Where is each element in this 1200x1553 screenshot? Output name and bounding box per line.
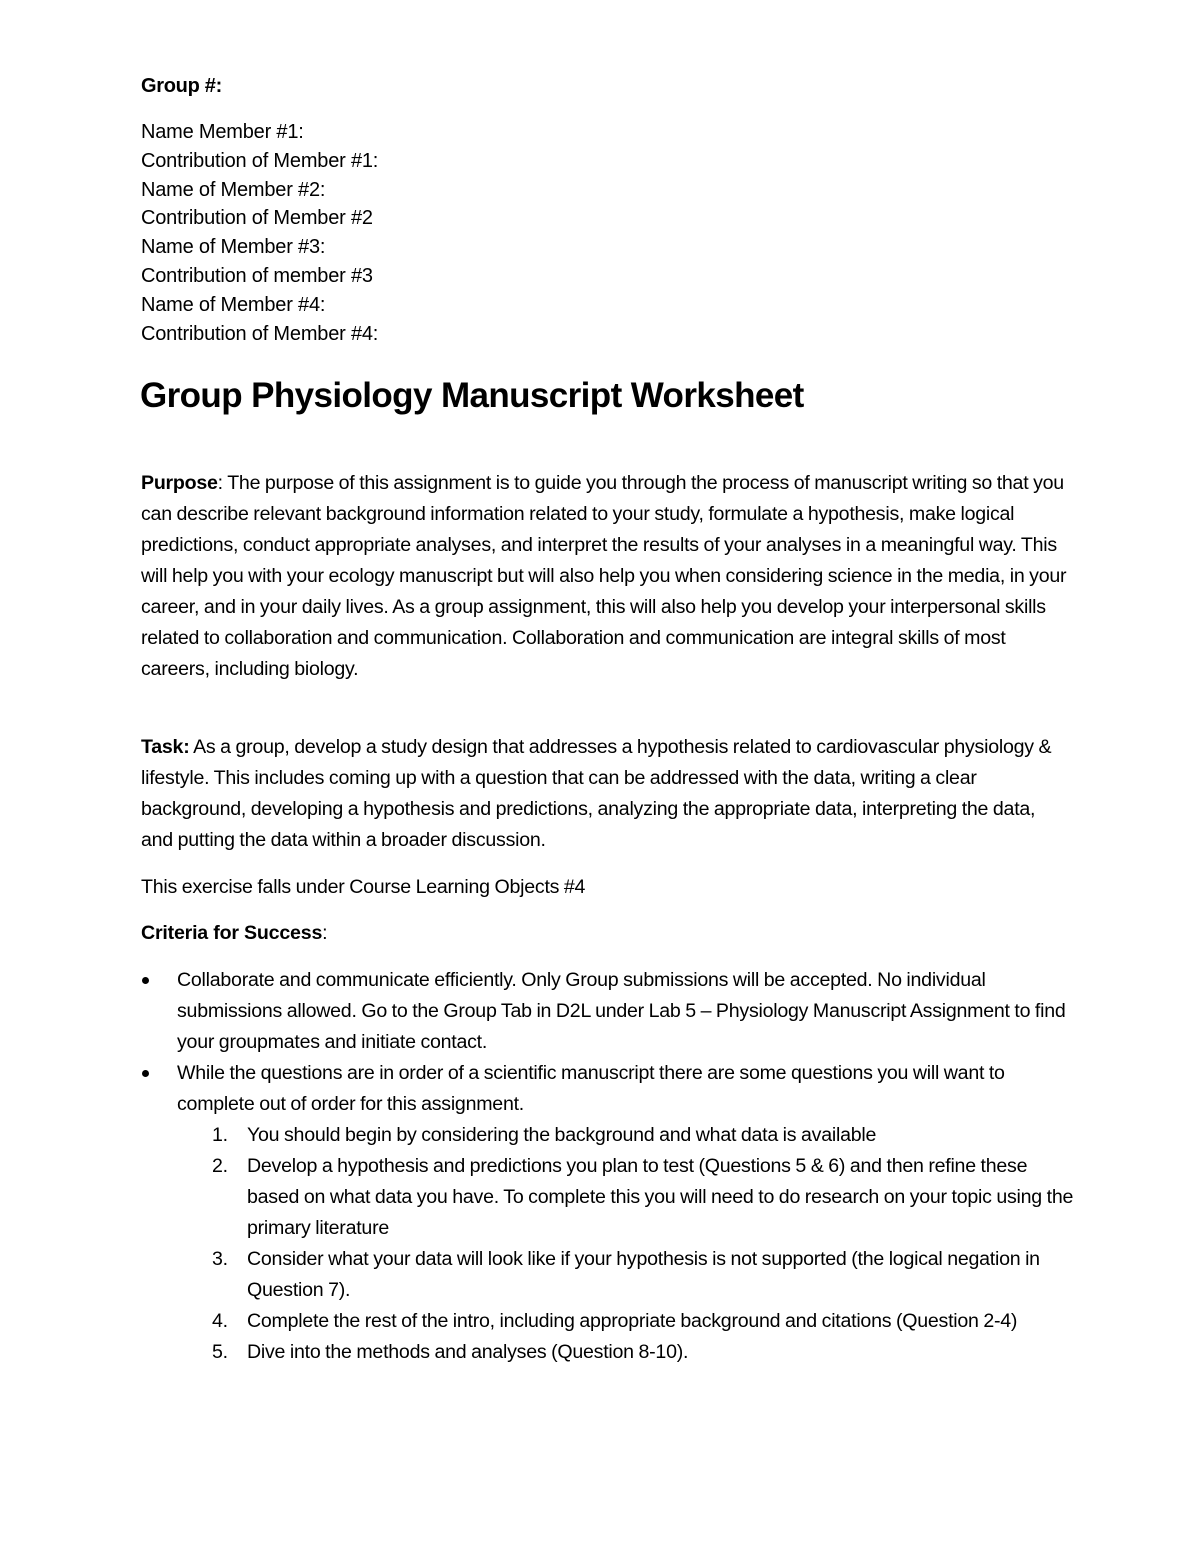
criteria-colon: : (322, 922, 328, 944)
step-item (141, 1244, 1076, 1306)
list-item (141, 965, 1076, 1058)
learning-objective-line: This exercise falls under Course Learning Objects #4 (141, 876, 586, 898)
list-item-text: Collaborate and communicate efficiently. Only Group submissions will be accepted. No individual submissions allowed. Go to the Group Tab in D2L under Lab 5 – Physiology Manuscript Assignment to find your groupmates and initiate contact. (177, 969, 1066, 1053)
criteria-list (141, 965, 1076, 1368)
step-item (141, 1337, 1076, 1368)
member-line: Contribution of Member #1: (141, 149, 379, 172)
step-number: 2. (212, 1155, 228, 1177)
purpose-label: Purpose (141, 472, 218, 494)
purpose-paragraph (141, 468, 1071, 685)
criteria-heading (141, 918, 327, 949)
member-list (141, 118, 841, 348)
list-item (141, 1058, 1076, 1120)
step-text: Dive into the methods and analyses (Question 8-10). (247, 1341, 689, 1363)
numbered-steps (141, 1120, 1076, 1368)
member-line: Contribution of Member #4: (141, 322, 379, 345)
step-item (141, 1306, 1076, 1337)
task-text: As a group, develop a study design that addresses a hypothesis related to cardiovascular physiology & lifestyle. This includes coming up with a question that can be addressed with the data, writing a clear background, developing a hypothesis and predictions, analyzing the appropriate data, interpreting the data, and putting the data within a broader discussion. (141, 736, 1052, 851)
purpose-colon: : (217, 472, 223, 494)
step-item (141, 1151, 1076, 1244)
step-text: Complete the rest of the intro, including appropriate background and citations (Question 2-4) (247, 1310, 1018, 1332)
step-number: 3. (212, 1248, 228, 1270)
member-line: Name of Member #2: (141, 178, 326, 201)
purpose-text: The purpose of this assignment is to guide you through the process of manuscript writing so that you can describe relevant background information related to your study, formulate a hypothesis, make logical predictions, conduct appropriate analyses, and interpret the results of your analyses in a meaningful way. This will help you with your ecology manuscript but will also help you when considering science in the media, in your career, and in your daily lives. As a group assignment, this will also help you develop your interpersonal skills related to collaboration and communication. Collaboration and communication are integral skills of most careers, including biology. (141, 472, 1067, 680)
step-item (141, 1120, 1076, 1151)
member-line: Contribution of member #3 (141, 264, 373, 287)
task-paragraph (141, 732, 1071, 856)
step-number: 1. (212, 1124, 228, 1146)
member-line: Contribution of Member #2 (141, 207, 373, 230)
document-title: Group Physiology Manuscript Worksheet (140, 376, 804, 415)
step-text: Consider what your data will look like if your hypothesis is not supported (the logical negation in Question 7). (247, 1248, 1040, 1301)
bullet-icon (142, 977, 149, 984)
member-line: Name of Member #3: (141, 236, 326, 259)
step-text: Develop a hypothesis and predictions you plan to test (Questions 5 & 6) and then refine these based on what data you have. To complete this you will need to do research on your topic using the primary literature (247, 1155, 1074, 1239)
list-item-text: While the questions are in order of a scientific manuscript there are some questions you will want to complete out of order for this assignment. (177, 1062, 1005, 1115)
task-label: Task: (141, 736, 190, 758)
bullet-icon (142, 1070, 149, 1077)
step-number: 4. (212, 1310, 228, 1332)
step-text: You should begin by considering the background and what data is available (247, 1124, 877, 1146)
step-number: 5. (212, 1341, 228, 1363)
group-number-label: Group #: (141, 75, 222, 97)
member-line: Name Member #1: (141, 121, 304, 143)
criteria-label: Criteria for Success (141, 922, 323, 944)
member-line: Name of Member #4: (141, 293, 326, 316)
